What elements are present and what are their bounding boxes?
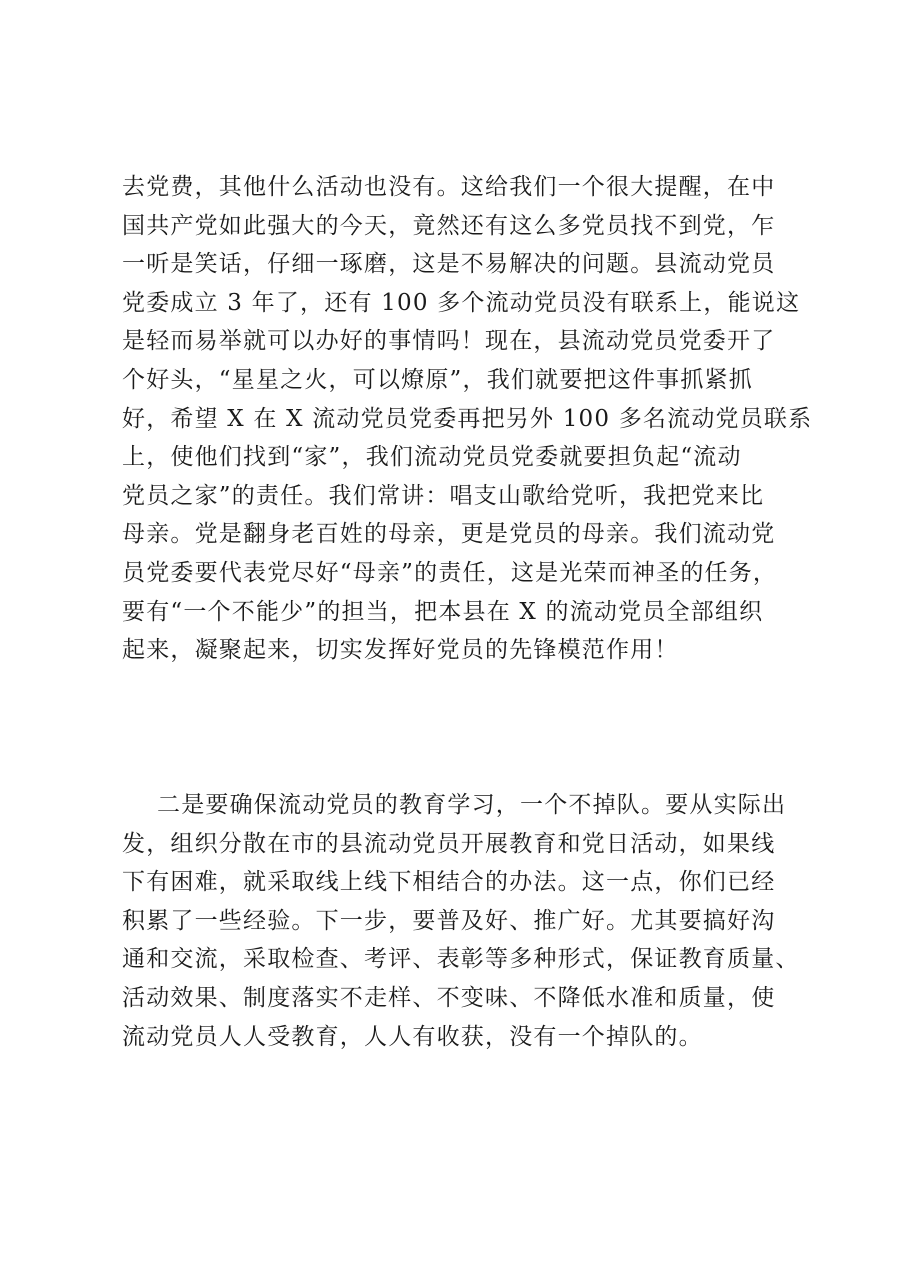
text-line: 是轻而易举就可以办好的事情吗！现在，县流动党员党委开了 <box>122 328 776 355</box>
text-line: 党委成立 3 年了，还有 100 多个流动党员没有联系上，能说这 <box>122 289 801 316</box>
text-line: 积累了一些经验。下一步，要普及好、推广好。尤其要搞好沟 <box>122 907 776 934</box>
text-line: 活动效果、制度落实不走样、不变味、不降低水准和质量，使 <box>122 984 776 1011</box>
text-line: 个好头，“星星之火，可以燎原”，我们就要把这件事抓紧抓 <box>122 366 753 393</box>
text-line: 下有困难，就采取线上线下相结合的办法。这一点，你们已经 <box>122 869 776 896</box>
text-line: 上，使他们找到“家”，我们流动党员党委就要担负起“流动 <box>122 444 742 471</box>
text-line: 母亲。党是翻身老百姓的母亲，更是党员的母亲。我们流动党 <box>122 521 776 548</box>
text-line-indented: 二是要确保流动党员的教育学习，一个不掉队。要从实际出 <box>157 792 787 818</box>
text-line: 国共产党如此强大的今天，竟然还有这么多党员找不到党，乍 <box>122 212 776 239</box>
text-line: 通和交流，采取检查、考评、表彰等多种形式，保证教育质量、 <box>122 946 800 973</box>
text-line: 一听是笑话，仔细一琢磨，这是不易解决的问题。县流动党员 <box>122 251 776 278</box>
text-line: 发，组织分散在市的县流动党员开展教育和党日活动，如果线 <box>122 830 776 857</box>
text-line: 去党费，其他什么活动也没有。这给我们一个很大提醒，在中 <box>122 174 776 200</box>
paragraph-education <box>122 786 802 1056</box>
text-line: 要有“一个不能少”的担当，把本县在 X 的流动党员全部组织 <box>122 598 764 625</box>
text-line: 起来，凝聚起来，切实发挥好党员的先锋模范作用！ <box>122 637 679 664</box>
text-line: 员党委要代表党尽好“母亲”的责任，这是光荣而神圣的任务， <box>122 559 778 586</box>
paragraph-continued <box>122 168 813 670</box>
text-line: 好，希望 X 在 X 流动党员党委再把另外 100 多名流动党员联系 <box>122 405 813 432</box>
text-line: 流动党员人人受教育，人人有收获，没有一个掉队的。 <box>122 1023 703 1050</box>
text-line: 党员之家”的责任。我们常讲：唱支山歌给党听，我把党来比 <box>122 482 765 509</box>
